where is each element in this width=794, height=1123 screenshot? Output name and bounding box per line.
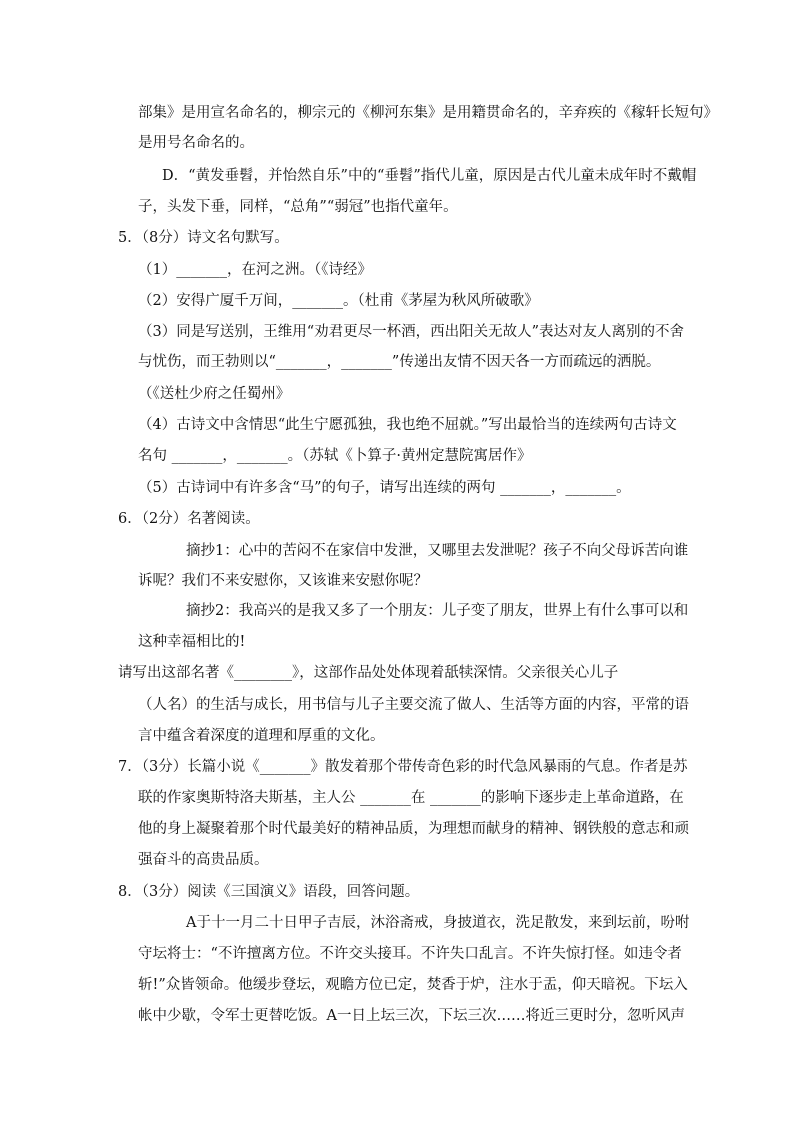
question-5-item-5: （5）古诗词中有许多含“马”的句子，请写出连续的两句 _______，_______。: [138, 480, 631, 496]
option-d-line: D．“黄发垂髫，并怡然自乐”中的“垂髫”指代儿童，原因是古代儿童未成年时不戴帽: [162, 168, 697, 184]
text-line: 是用号名命名的。: [138, 135, 254, 151]
question-5-item-3: （3）同是写送别，王维用“劝君更尽一杯酒，西出阳关无故人”表达对友人离别的不舍: [138, 324, 685, 340]
text-line: 强奋斗的高贵品质。: [138, 852, 269, 868]
excerpt-1-line: 摘抄1：心中的苦闷不在家信中发泄，又哪里去发泄呢？孩子不向父母诉苦向谁: [186, 543, 689, 559]
question-5-item-1: （1）_______，在河之洲。（《诗经》: [138, 262, 372, 278]
text-line: 名句 _______，_______。（苏轼《卜算子·黄州定慧院寓居作》: [138, 448, 532, 464]
text-line: 这种幸福相比的!: [138, 634, 246, 650]
text-line: 子，头发下垂，同样，“总角”“弱冠”也指代童年。: [138, 199, 458, 215]
text-line: 斩!”众皆领命。他缓步登坛，观瞻方位已定，焚香于炉，注水于盂，仰天暗祝。下坛入: [138, 977, 688, 993]
question-5-item-4: （4）古诗文中含情思“此生宁愿孤独，我也绝不屈就。”写出最恰当的连续两句古诗文: [138, 417, 677, 433]
text-line: 言中蕴含着深度的道理和厚重的文化。: [138, 728, 385, 744]
text-line: 诉呢？我们不来安慰你，又该谁来安慰你呢？: [138, 573, 428, 589]
text-line: 联的作家奥斯特洛夫斯基，主人公 _______在 _______的影响下逐步走上革命道路，在: [138, 790, 684, 806]
text-line: 守坛将士：“不许擅离方位。不许交头接耳。不许失口乱言。不许失惊打怪。如违令者: [138, 946, 682, 962]
text-line: 请写出这部名著《________》，这部作品处处体现着舐犊深情。父亲很关心儿子: [118, 665, 619, 681]
text-line: 他的身上凝聚着那个时代最美好的精神品质，为理想而献身的精神、钢铁般的意志和顽: [138, 821, 689, 837]
question-6-heading: 6．（2分）名著阅读。: [118, 511, 260, 527]
text-line: 帐中少歇，令军士更替吃饭。A一日上坛三次，下坛三次……将近三更时分，忽听风声: [138, 1008, 685, 1024]
question-5-item-2: （2）安得广厦千万间，_______。（杜甫《茅屋为秋风所破歌》: [138, 293, 539, 309]
text-line: （《送杜少府之任蜀州》: [138, 386, 291, 402]
passage-line: A于十一月二十日甲子吉辰，沐浴斋戒，身披道衣，洗足散发，来到坛前，吩咐: [186, 915, 690, 931]
question-5-heading: 5．（8分）诗文名句默写。: [118, 230, 289, 246]
excerpt-2-line: 摘抄2：我高兴的是我又多了一个朋友：儿子变了朋友，世界上有什么事可以和: [186, 603, 689, 619]
text-line: 部集》是用宣名命名的，柳宗元的《柳河东集》是用籍贯命名的，辛弃疾的《稼轩长短句》: [138, 105, 718, 121]
text-line: 与忧伤，而王勃则以“_______，_______”传递出友情不因天各一方而疏远的洒脱。: [138, 354, 661, 370]
text-line: （人名）的生活与成长，用书信与儿子主要交流了做人、生活等方面的内容，平常的语: [138, 697, 689, 713]
question-8-heading: 8．（3分）阅读《三国演义》语段，回答问题。: [118, 884, 420, 900]
question-7-heading: 7．（3分）长篇小说《_______》散发着那个带传奇色彩的时代急风暴雨的气息。作者是苏: [118, 759, 688, 775]
